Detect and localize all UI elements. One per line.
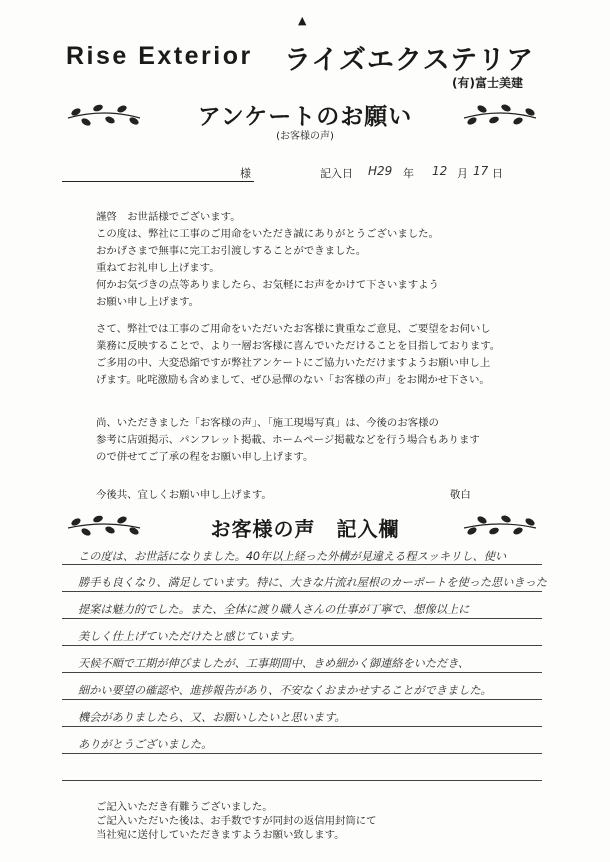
handwritten-comment-line: 機会がありましたら、又、お願いしたいと思います。 bbox=[78, 711, 346, 724]
page-title: アンケートのお願い bbox=[197, 104, 413, 130]
letter-line: さて、弊社では工事のご用命をいただいたお客様に貴重なご意見、ご要望をお伺いし bbox=[96, 323, 491, 335]
ruled-line bbox=[62, 645, 542, 646]
ruled-line bbox=[62, 726, 542, 727]
letter-paragraph-3 bbox=[96, 415, 480, 466]
honorific-label: 様 bbox=[240, 167, 251, 180]
handwritten-comment-line: ありがとうございました。 bbox=[78, 738, 213, 751]
brand-name-japanese: ライズエクステリア bbox=[284, 45, 535, 76]
handwritten-comment-line: 勝手も良くなり、満足しています。特に、大きな片流れ屋根のカーポートを使った思いきった bbox=[78, 576, 547, 589]
footer-line: ご記入いただき有難うございました。 bbox=[96, 801, 273, 813]
page-subtitle: (お客様の声) bbox=[276, 131, 334, 142]
letter-line: 謹啓 お世話様でございます。 bbox=[96, 211, 241, 223]
letter-line: ので併せてご了承の程をお願い申し上げます。 bbox=[96, 451, 314, 463]
letter-line: お願い申し上げます。 bbox=[96, 296, 200, 308]
letter-line: ご多用の中、大変恐縮ですが弊社アンケートにご協力いただけますようお願い申し上 bbox=[96, 357, 491, 369]
handwritten-comment-line: 天候不順で工期が伸びましたが、工事期間中、きめ細かく御連絡をいただき、 bbox=[78, 657, 470, 670]
letter-line: げます。叱咤激励も含めまして、ぜひ忌憚のない「お客様の声」をお聞かせ下さい。 bbox=[96, 374, 490, 386]
letter-line: 業務に反映することで、より一層お客様に喜んでいただけることを目指しております。 bbox=[96, 340, 501, 352]
letter-line: 参考に店頭掲示、パンフレット掲載、ホームページ掲載などを行う場合もあります bbox=[96, 434, 480, 446]
letter-paragraph-1 bbox=[96, 209, 439, 311]
day-label: 日 bbox=[492, 167, 503, 180]
ruled-line bbox=[62, 753, 542, 754]
letter-line: この度は、弊社に工事のご用命をいただき誠にありがとうございました。 bbox=[96, 228, 439, 240]
ruled-line bbox=[62, 699, 542, 700]
letter-line: おかげさまで無事に完工お引渡しすることができました。 bbox=[96, 245, 367, 257]
year-label: 年 bbox=[403, 167, 414, 180]
brand-name-english: Rise Exterior bbox=[66, 42, 253, 70]
letter-line: 重ねてお礼申し上げます。 bbox=[96, 262, 220, 274]
name-field-line bbox=[62, 181, 254, 182]
handwritten-comment-line: 美しく仕上げていただけたと感じています。 bbox=[78, 630, 301, 643]
footer-line: 当社宛に送付していただきますようお願い致します。 bbox=[96, 829, 345, 841]
ruled-line bbox=[62, 780, 542, 781]
footer-line: ご記入いただいた後は、お手数ですが同封の返信用封筒にて bbox=[96, 815, 377, 827]
footer-note bbox=[96, 800, 377, 842]
handwritten-comment-line: 提案は魅力的でした。また、全体に渡り職人さんの仕事が丁寧で、想像以上に bbox=[78, 603, 470, 616]
date-era-value: H29 bbox=[368, 164, 393, 178]
letter-paragraph-2 bbox=[96, 321, 500, 389]
letter-closing: 今後共、宜しくお願い申し上げます。 bbox=[96, 489, 272, 501]
date-day-value: 17 bbox=[473, 164, 489, 178]
company-name: (有)富士美建 bbox=[452, 76, 523, 90]
handwritten-comment-line: 細かい要望の確認や、進捗報告があり、不安なくおまかせすることができました。 bbox=[78, 684, 492, 697]
letter-line: 尚、いただきました「お客様の声」、「施工現場写真」は、今後のお客様の bbox=[96, 417, 439, 429]
date-month-value: 12 bbox=[432, 164, 448, 178]
voice-section-title: お客様の声 記入欄 bbox=[210, 517, 400, 541]
letter-signoff: 敬白 bbox=[450, 489, 471, 501]
ruled-line bbox=[62, 564, 542, 565]
ruled-line bbox=[62, 591, 542, 592]
month-label: 月 bbox=[457, 167, 468, 180]
handwritten-comment-line: この度は、お世話になりました。40年以上経った外構が見違える程スッキリし、使い bbox=[78, 550, 507, 563]
top-marker: ▲ bbox=[298, 14, 307, 27]
letter-line: 何かお気づきの点等ありましたら、お気軽にお声をかけて下さいますよう bbox=[96, 279, 439, 291]
date-label: 記入日 bbox=[320, 167, 353, 180]
ruled-line bbox=[62, 618, 542, 619]
ruled-line bbox=[62, 672, 542, 673]
